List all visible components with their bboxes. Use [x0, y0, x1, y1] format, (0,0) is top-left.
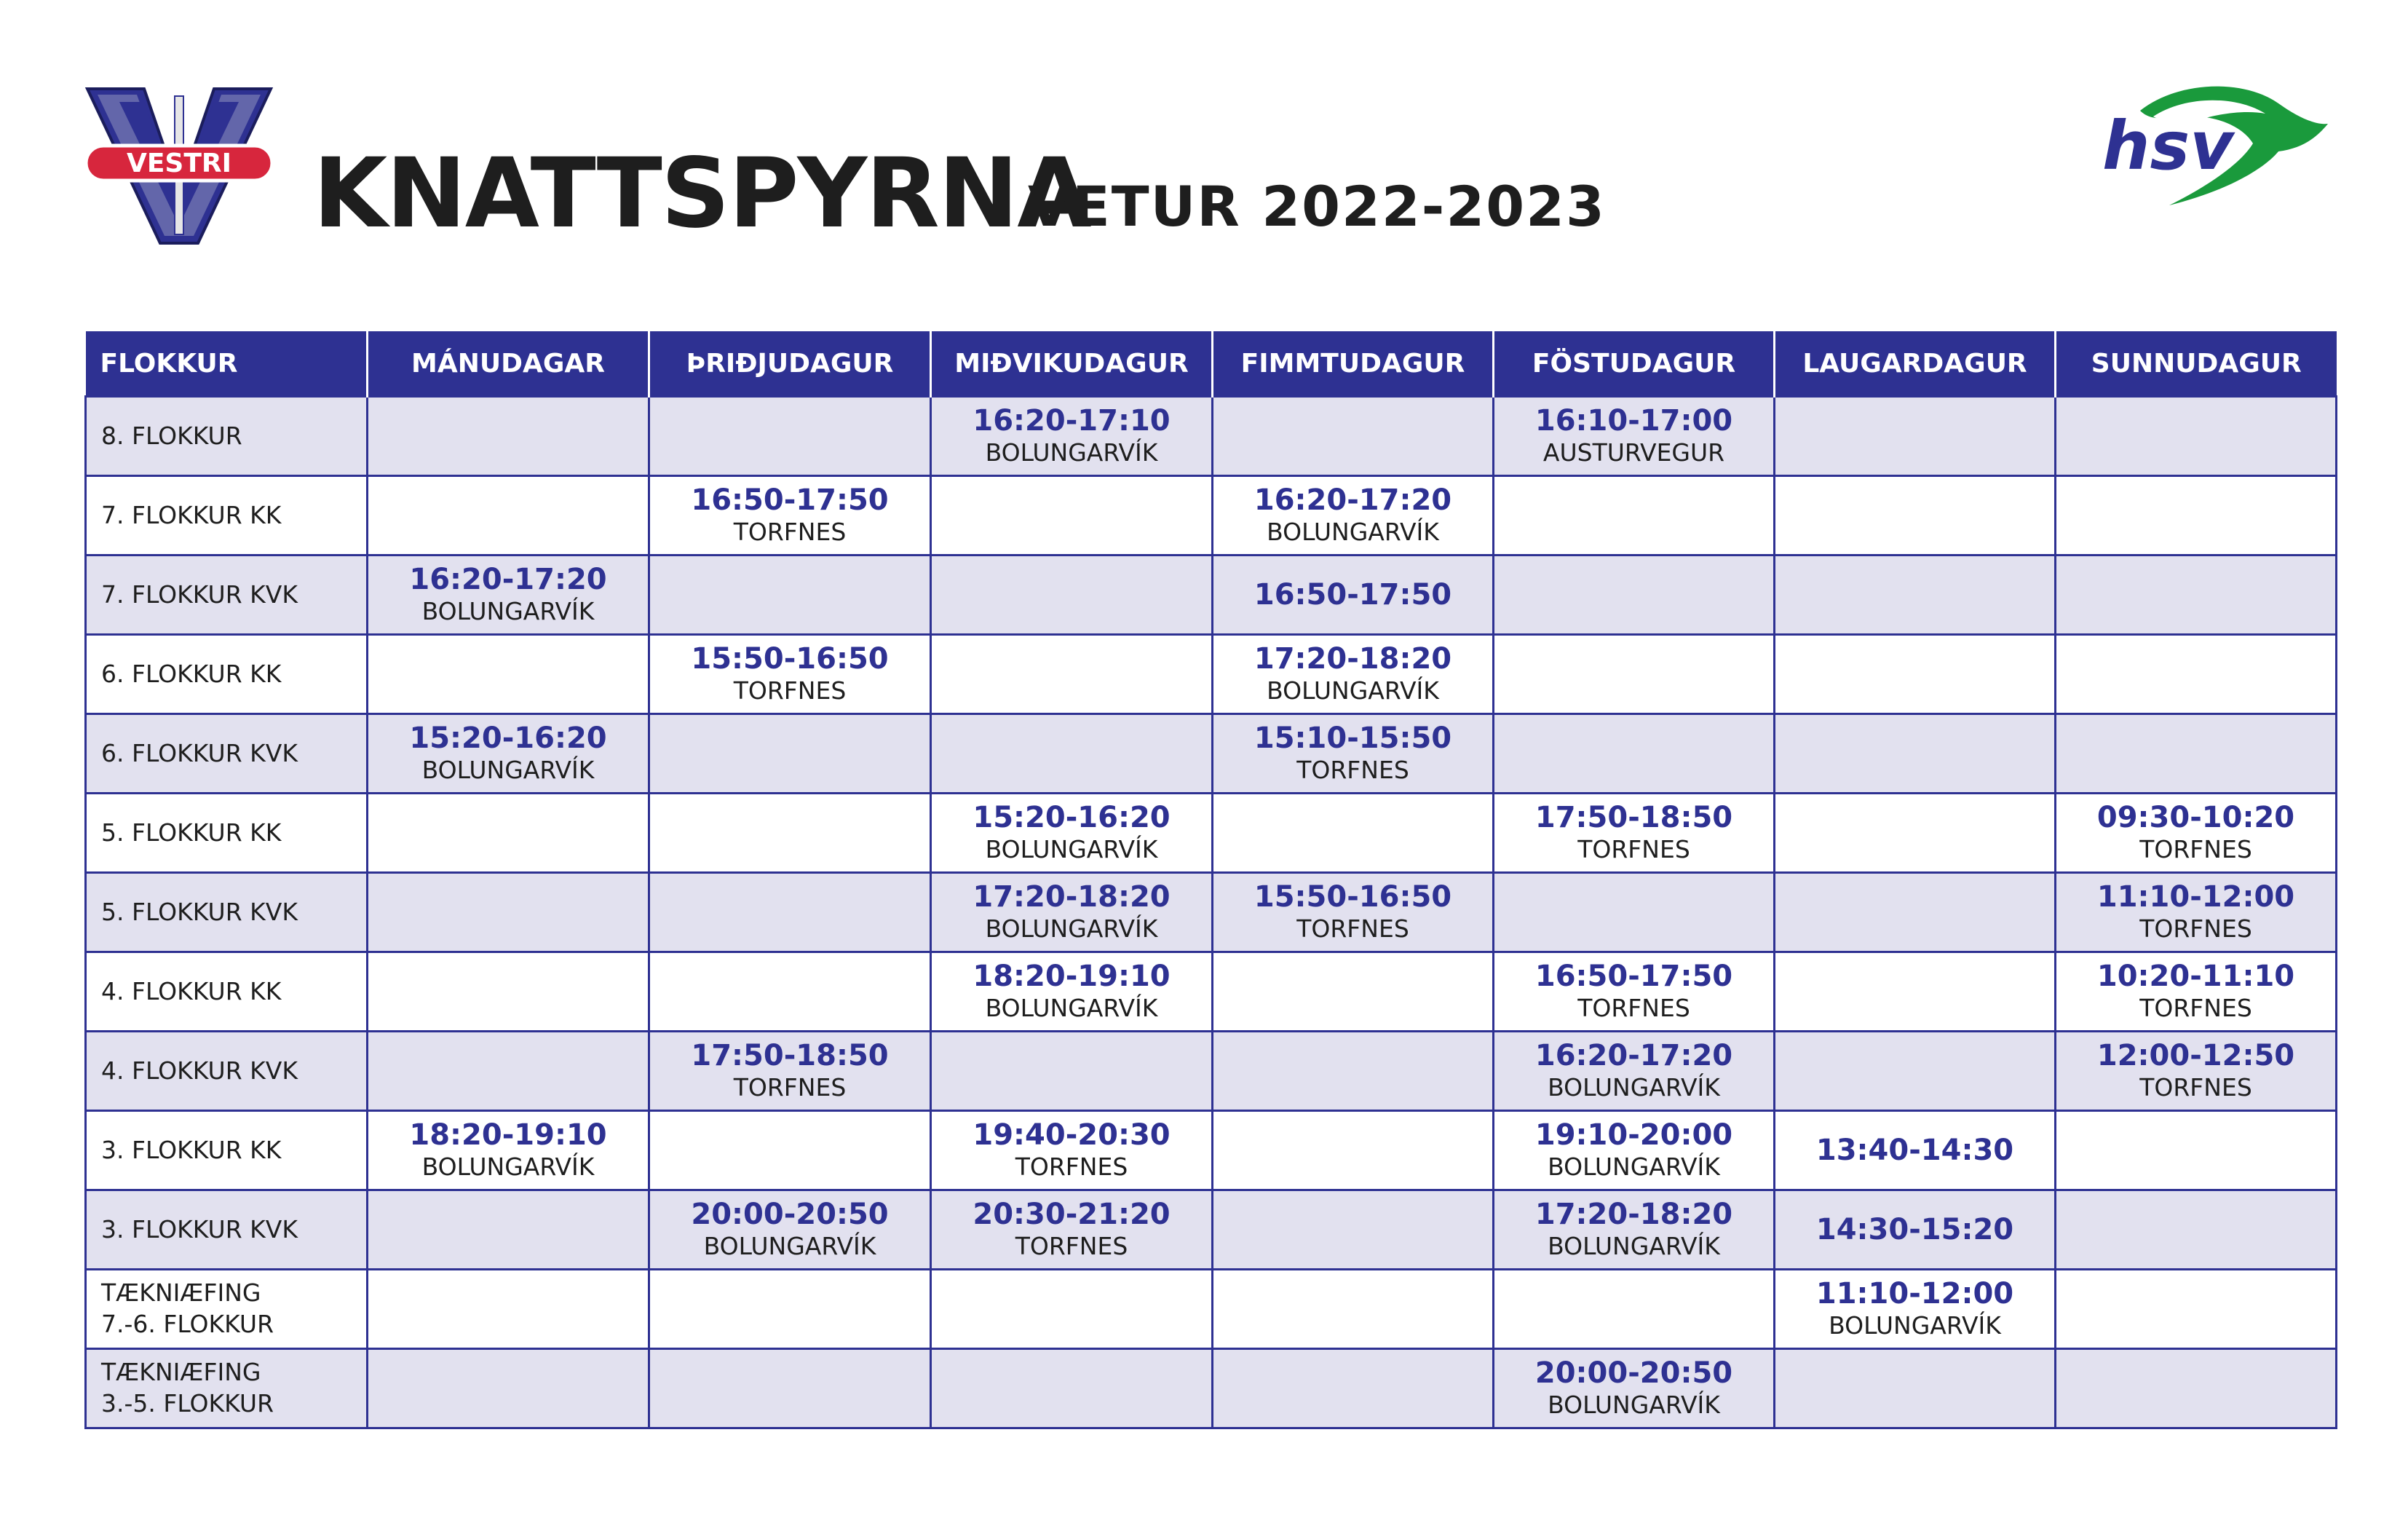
schedule-cell [1494, 556, 1775, 635]
vestri-logo-text: VESTRI [126, 149, 232, 178]
schedule-cell [649, 1190, 931, 1270]
table-row [86, 1349, 2337, 1428]
schedule-cell [1494, 1349, 1775, 1428]
schedule-cell [368, 556, 649, 635]
column-header-sunnudagur: SUNNUDAGUR [2056, 331, 2337, 397]
schedule-cell [368, 1111, 649, 1190]
schedule-cell [1775, 635, 2056, 714]
schedule-cell [931, 794, 1213, 873]
schedule-cell [1775, 794, 2056, 873]
row-label: 4. FLOKKUR KK [86, 952, 368, 1032]
session-location: TORFNES [1015, 1153, 1128, 1182]
schedule-cell [931, 1270, 1213, 1349]
table-row [86, 476, 2337, 556]
schedule-cell [649, 873, 931, 952]
session-location: BOLUNGARVÍK [985, 914, 1158, 944]
hsv-logo-text: hsv [2102, 107, 2234, 185]
session-time: 15:50-16:50 [691, 642, 889, 676]
schedule-cell [1775, 714, 2056, 794]
schedule-cell [931, 952, 1213, 1032]
table-row [86, 952, 2337, 1032]
schedule-cell [649, 714, 931, 794]
session-time: 13:40-14:30 [1815, 1134, 2014, 1167]
session-location: TORFNES [1296, 914, 1409, 944]
session-location: BOLUNGARVÍK [985, 835, 1158, 864]
schedule-cell [931, 556, 1213, 635]
row-label: 7. FLOKKUR KVK [86, 556, 368, 635]
session-location: BOLUNGARVÍK [703, 1232, 876, 1261]
session-location: TORFNES [1296, 756, 1409, 785]
schedule-cell [1213, 1270, 1494, 1349]
table-row [86, 714, 2337, 794]
schedule-cell [368, 714, 649, 794]
table-row [86, 873, 2337, 952]
session-location: TORFNES [1015, 1232, 1128, 1261]
schedule-cell [931, 873, 1213, 952]
row-label: 6. FLOKKUR KK [86, 635, 368, 714]
schedule-cell [1775, 1111, 2056, 1190]
schedule-cell [649, 397, 931, 476]
schedule-cell [368, 476, 649, 556]
schedule-cell [1213, 556, 1494, 635]
schedule-cell [1213, 873, 1494, 952]
schedule-body [86, 397, 2337, 1428]
column-header-laugardagur: LAUGARDAGUR [1775, 331, 2056, 397]
column-header-fimmtudagur: FIMMTUDAGUR [1213, 331, 1494, 397]
session-location: BOLUNGARVÍK [1829, 1311, 2001, 1340]
schedule-cell [1494, 1111, 1775, 1190]
session-time: 12:00-12:50 [2096, 1039, 2295, 1073]
schedule-cell [2056, 635, 2337, 714]
schedule-cell [1494, 1190, 1775, 1270]
session-time: 17:50-18:50 [1534, 801, 1733, 835]
column-header-thridjudagur: ÞRIÐJUDAGUR [649, 331, 931, 397]
schedule-cell [931, 397, 1213, 476]
session-time: 17:20-18:20 [1534, 1198, 1733, 1232]
schedule-cell [649, 476, 931, 556]
row-label: 3. FLOKKUR KVK [86, 1190, 368, 1270]
row-label: TÆKNIÆFING 3.-5. FLOKKUR [86, 1349, 368, 1428]
row-label: 6. FLOKKUR KVK [86, 714, 368, 794]
schedule-cell [1775, 1190, 2056, 1270]
session-time: 15:10-15:50 [1253, 721, 1452, 756]
schedule-cell [649, 952, 931, 1032]
session-time: 17:50-18:50 [691, 1039, 889, 1073]
session-time: 17:20-18:20 [973, 880, 1171, 914]
schedule-cell [1494, 952, 1775, 1032]
schedule-cell [931, 714, 1213, 794]
schedule-cell [2056, 556, 2337, 635]
session-time: 16:20-17:20 [1534, 1039, 1733, 1073]
session-time: 16:20-17:20 [409, 563, 607, 597]
session-time: 10:20-11:10 [2096, 960, 2295, 994]
row-label: 3. FLOKKUR KK [86, 1111, 368, 1190]
schedule-cell [1775, 952, 2056, 1032]
schedule-cell [1494, 397, 1775, 476]
schedule-cell [1775, 397, 2056, 476]
table-row [86, 1270, 2337, 1349]
schedule-cell [1213, 1349, 1494, 1428]
session-time: 18:20-19:10 [973, 960, 1171, 994]
schedule-cell [1775, 873, 2056, 952]
schedule-cell [2056, 397, 2337, 476]
session-time: 16:50-17:50 [691, 483, 889, 518]
schedule-cell [368, 397, 649, 476]
schedule-cell [368, 1349, 649, 1428]
schedule-table [84, 331, 2337, 1429]
session-location: TORFNES [2139, 914, 2252, 944]
session-location: BOLUNGARVÍK [985, 994, 1158, 1023]
schedule-cell [1775, 476, 2056, 556]
session-time: 15:20-16:20 [409, 721, 607, 756]
session-time: 18:20-19:10 [409, 1118, 607, 1153]
session-time: 15:20-16:20 [973, 801, 1171, 835]
row-label: 7. FLOKKUR KK [86, 476, 368, 556]
schedule-cell [368, 794, 649, 873]
schedule-cell [1213, 1190, 1494, 1270]
schedule-cell [1494, 635, 1775, 714]
schedule-cell [931, 1111, 1213, 1190]
session-time: 16:50-17:50 [1534, 960, 1733, 994]
session-time: 16:20-17:20 [1253, 483, 1452, 518]
schedule-cell [1775, 1032, 2056, 1111]
session-location: BOLUNGARVÍK [985, 438, 1158, 467]
session-time: 09:30-10:20 [2096, 801, 2295, 835]
column-header-midvikudagur: MIÐVIKUDAGUR [931, 331, 1213, 397]
schedule-cell [2056, 1111, 2337, 1190]
session-location: TORFNES [1577, 994, 1690, 1023]
schedule-cell [2056, 1190, 2337, 1270]
schedule-cell [931, 1032, 1213, 1111]
table-row [86, 794, 2337, 873]
table-row [86, 635, 2337, 714]
session-time: 20:00-20:50 [691, 1198, 889, 1232]
session-location: TORFNES [733, 1073, 847, 1102]
schedule-cell [931, 476, 1213, 556]
row-label: 5. FLOKKUR KK [86, 794, 368, 873]
session-location: TORFNES [2139, 1073, 2252, 1102]
schedule-cell [368, 1032, 649, 1111]
column-header-flokkur: FLOKKUR [86, 331, 368, 397]
session-location: BOLUNGARVÍK [1548, 1153, 1720, 1182]
page-subtitle: VETUR 2022-2023 [1028, 174, 1606, 239]
column-header-fostudagur: FÖSTUDAGUR [1494, 331, 1775, 397]
schedule-cell [1213, 1032, 1494, 1111]
session-location: AUSTURVEGUR [1542, 438, 1725, 467]
table-row [86, 1032, 2337, 1111]
schedule-cell [2056, 714, 2337, 794]
schedule-cell [368, 1190, 649, 1270]
schedule-cell [649, 1349, 931, 1428]
schedule-cell [1775, 1270, 2056, 1349]
session-location: BOLUNGARVÍK [421, 597, 595, 626]
session-location: BOLUNGARVÍK [421, 1153, 595, 1182]
page-title: KNATTSPYRNA [313, 138, 1090, 250]
schedule-cell [1775, 556, 2056, 635]
hsv-logo [2096, 82, 2329, 213]
schedule-cell [1494, 794, 1775, 873]
schedule-cell [931, 635, 1213, 714]
schedule-cell [1213, 397, 1494, 476]
session-location: BOLUNGARVÍK [1548, 1391, 1720, 1420]
schedule-cell [1775, 1349, 2056, 1428]
schedule-cell [368, 952, 649, 1032]
schedule-cell [649, 1032, 931, 1111]
schedule-cell [2056, 952, 2337, 1032]
schedule-cell [1213, 794, 1494, 873]
schedule-cell [2056, 476, 2337, 556]
schedule-cell [1494, 1270, 1775, 1349]
schedule-cell [1213, 635, 1494, 714]
table-header-row [86, 331, 2337, 397]
session-location: TORFNES [733, 676, 847, 705]
session-location: TORFNES [2139, 994, 2252, 1023]
session-time: 11:10-12:00 [2096, 880, 2295, 914]
session-location: TORFNES [2139, 835, 2252, 864]
schedule-cell [368, 635, 649, 714]
schedule-cell [931, 1349, 1213, 1428]
column-header-manudagar: MÁNUDAGAR [368, 331, 649, 397]
table-row [86, 397, 2337, 476]
session-time: 19:40-20:30 [973, 1118, 1171, 1153]
schedule-cell [1494, 714, 1775, 794]
schedule-cell [649, 635, 931, 714]
session-time: 20:30-21:20 [973, 1198, 1171, 1232]
session-time: 16:20-17:10 [973, 404, 1171, 438]
schedule-cell [1213, 476, 1494, 556]
schedule-cell [2056, 1270, 2337, 1349]
row-label: 8. FLOKKUR [86, 397, 368, 476]
schedule-cell [2056, 1349, 2337, 1428]
table-row [86, 1190, 2337, 1270]
session-location: TORFNES [1577, 835, 1690, 864]
schedule-cell [1213, 952, 1494, 1032]
schedule-cell [2056, 873, 2337, 952]
session-time: 19:10-20:00 [1534, 1118, 1733, 1153]
table-row [86, 556, 2337, 635]
schedule-cell [1494, 1032, 1775, 1111]
schedule-cell [649, 1111, 931, 1190]
session-location: BOLUNGARVÍK [1548, 1232, 1720, 1261]
row-label: TÆKNIÆFING 7.-6. FLOKKUR [86, 1270, 368, 1349]
session-time: 16:10-17:00 [1534, 404, 1733, 438]
schedule-cell [931, 1190, 1213, 1270]
schedule-cell [2056, 794, 2337, 873]
session-location: BOLUNGARVÍK [421, 756, 595, 785]
schedule-cell [649, 556, 931, 635]
session-location: BOLUNGARVÍK [1548, 1073, 1720, 1102]
session-time: 16:50-17:50 [1253, 578, 1452, 612]
row-label: 5. FLOKKUR KVK [86, 873, 368, 952]
vestri-logo [82, 82, 277, 250]
session-time: 15:50-16:50 [1253, 880, 1452, 914]
schedule-cell [2056, 1032, 2337, 1111]
schedule-cell [368, 1270, 649, 1349]
session-time: 17:20-18:20 [1253, 642, 1452, 676]
session-time: 14:30-15:20 [1815, 1213, 2014, 1246]
session-location: TORFNES [733, 518, 847, 547]
row-label: 4. FLOKKUR KVK [86, 1032, 368, 1111]
schedule-cell [1213, 714, 1494, 794]
schedule-cell [1213, 1111, 1494, 1190]
session-location: BOLUNGARVÍK [1267, 676, 1439, 705]
session-time: 11:10-12:00 [1815, 1277, 2014, 1311]
schedule-cell [1494, 476, 1775, 556]
schedule-cell [1494, 873, 1775, 952]
schedule-cell [649, 1270, 931, 1349]
session-time: 20:00-20:50 [1534, 1356, 1733, 1391]
schedule-cell [368, 873, 649, 952]
table-row [86, 1111, 2337, 1190]
schedule-cell [649, 794, 931, 873]
session-location: BOLUNGARVÍK [1267, 518, 1439, 547]
